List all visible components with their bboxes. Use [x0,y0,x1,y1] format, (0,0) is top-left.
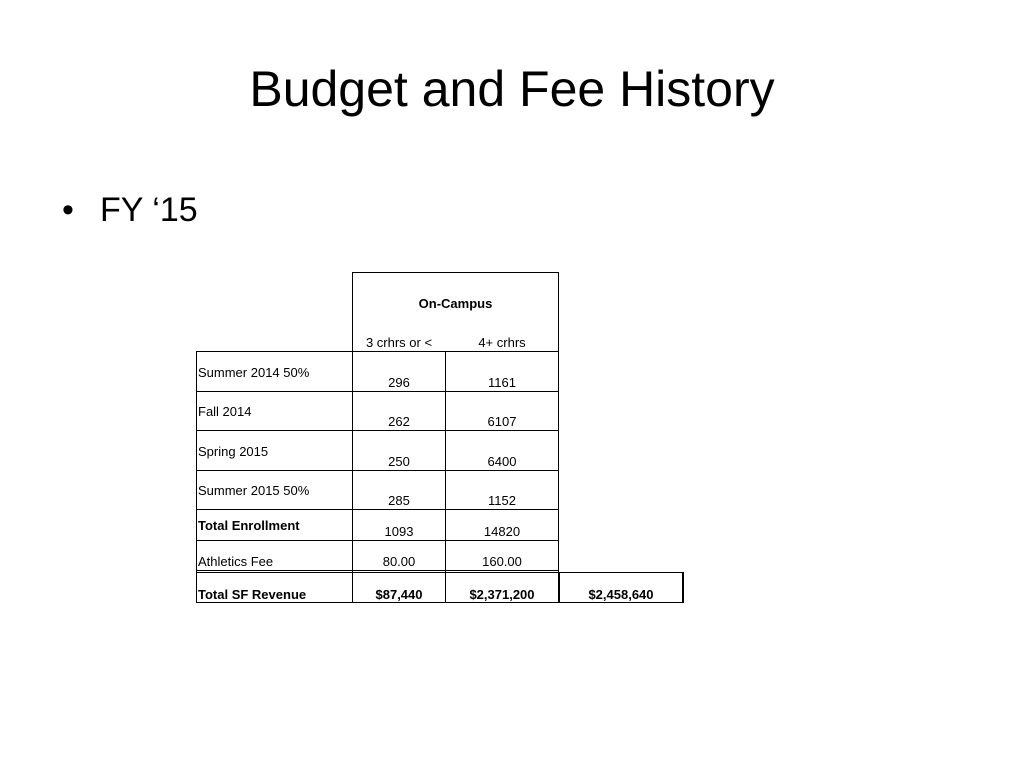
row-label: Spring 2015 [198,444,269,459]
column-header: 3 crhrs or < [365,335,433,350]
row-label: Athletics Fee [198,554,274,569]
cell-value: 14820 [483,524,521,539]
cell-value: 6400 [487,454,517,469]
cell-value: 6107 [487,414,517,429]
table-border [196,351,197,603]
group-header: On-Campus [418,296,493,311]
table-border [682,572,684,603]
row-label: Total SF Revenue [198,587,307,602]
row-label: Fall 2014 [198,404,252,419]
row-label: Summer 2015 50% [198,483,310,498]
row-label: Total Enrollment [198,518,300,533]
table-border [558,272,559,573]
table-border [196,572,683,573]
cell-value: 262 [388,414,410,429]
slide-title: Budget and Fee History [249,61,775,117]
table-border [196,470,559,471]
table-border [196,509,559,510]
cell-value: 285 [388,493,410,508]
cell-value: 1093 [384,524,414,539]
row-label: Summer 2014 50% [198,365,310,380]
cell-value: 1152 [488,493,516,508]
cell-value: 80.00 [382,554,416,569]
column-header: 4+ crhrs [478,335,526,350]
cell-value: $2,371,200 [469,587,535,602]
cell-value: 160.00 [482,554,522,569]
cell-value: $87,440 [375,587,423,602]
cell-value: 250 [388,454,410,469]
table-border [196,391,559,392]
cell-value: 296 [388,375,410,390]
bullet-marker: • [62,191,74,229]
table-border [352,272,559,273]
table-border [196,430,559,431]
grand-total: $2,458,640 [588,587,654,602]
table-border [196,540,559,541]
table-border [196,570,559,571]
table-border [196,351,559,352]
cell-value: 1161 [488,375,516,390]
bullet-text: FY ‘15 [100,191,198,229]
